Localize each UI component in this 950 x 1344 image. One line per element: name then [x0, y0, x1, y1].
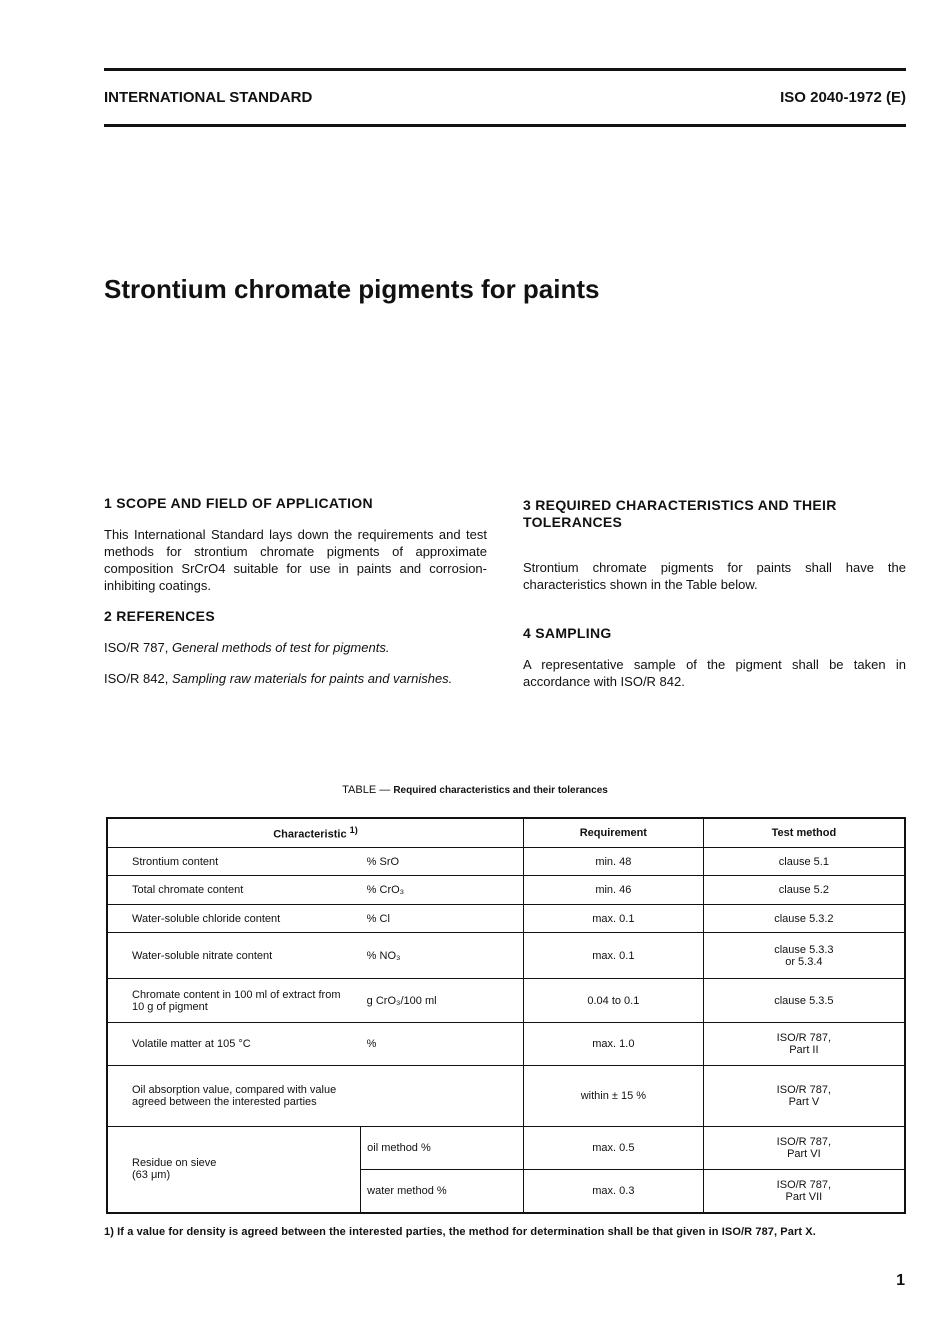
- cell-unit: g CrO₃/100 ml: [361, 979, 524, 1023]
- footnote-marker: 1): [349, 825, 358, 836]
- table-row: [107, 979, 905, 1023]
- footnote: 1) If a value for density is agreed between the interested parties, the method for determination shall be that given in ISO/R 787, Part X.: [104, 1226, 816, 1238]
- cell-test-method: clause 5.3.3 or 5.3.4: [703, 933, 905, 979]
- section-1-heading: 1 SCOPE AND FIELD OF APPLICATION: [104, 495, 373, 511]
- reference-2: [104, 670, 487, 687]
- header-right: ISO 2040-1972 (E): [780, 89, 906, 106]
- table-row: [107, 1023, 905, 1066]
- cell-unit: % CrO₃: [361, 876, 524, 905]
- cell-unit: % NO₃: [361, 933, 524, 979]
- ref-title: General methods of test for pigments.: [171, 640, 390, 655]
- top-rule: [104, 68, 906, 71]
- table-row: [107, 1127, 905, 1170]
- cell-test-method: clause 5.2: [703, 876, 905, 905]
- section-2-heading: 2 REFERENCES: [104, 608, 215, 624]
- cell-characteristic: Chromate content in 100 ml of extract from 10 g of pigment: [107, 979, 361, 1023]
- cell-requirement: within ± 15 %: [523, 1066, 703, 1127]
- page-number: 1: [896, 1272, 905, 1289]
- cell-characteristic: Residue on sieve (63 μm): [107, 1127, 361, 1213]
- cell-unit: [361, 1066, 524, 1127]
- section-3-body: Strontium chromate pigments for paints shall have the characteristics shown in the Table below.: [523, 560, 906, 592]
- cell-requirement: max. 1.0: [523, 1023, 703, 1066]
- cell-unit: water method %: [361, 1170, 524, 1213]
- cell-test-method: clause 5.3.5: [703, 979, 905, 1023]
- header-test-method: Test method: [703, 818, 905, 848]
- caption-prefix: TABLE —: [342, 784, 391, 796]
- cell-requirement: max. 0.3: [523, 1170, 703, 1213]
- cell-characteristic: Oil absorption value, compared with value agreed between the interested parties: [107, 1066, 361, 1127]
- header-label: Characteristic: [273, 828, 347, 841]
- caption-text: Required characteristics and their tolerances: [393, 785, 608, 796]
- cell-requirement: min. 48: [523, 848, 703, 876]
- ref-code: ISO/R 787,: [104, 640, 169, 655]
- header-requirement: Requirement: [523, 818, 703, 848]
- cell-test-method: clause 5.1: [703, 848, 905, 876]
- table-row: [107, 876, 905, 905]
- table-row: [107, 1066, 905, 1127]
- table-row: [107, 848, 905, 876]
- cell-characteristic: Water-soluble chloride content: [107, 905, 361, 933]
- reference-1: [104, 639, 487, 656]
- page-title: Strontium chromate pigments for paints: [104, 274, 600, 304]
- cell-characteristic: Volatile matter at 105 °C: [107, 1023, 361, 1066]
- cell-test-method: ISO/R 787, Part II: [703, 1023, 905, 1066]
- ref-title: Sampling raw materials for paints and varnishes.: [171, 671, 453, 686]
- header-characteristic: [107, 818, 523, 848]
- cell-unit: % Cl: [361, 905, 524, 933]
- section-3-heading: 3 REQUIRED CHARACTERISTICS AND THEIR TOLERANCES: [523, 497, 837, 530]
- cell-test-method: ISO/R 787, Part VI: [703, 1127, 905, 1170]
- cell-unit: %: [361, 1023, 524, 1066]
- cell-characteristic: Water-soluble nitrate content: [107, 933, 361, 979]
- header-left: INTERNATIONAL STANDARD: [104, 89, 313, 106]
- table-row: [107, 905, 905, 933]
- section-4-heading: 4 SAMPLING: [523, 625, 612, 641]
- cell-test-method: clause 5.3.2: [703, 905, 905, 933]
- cell-characteristic: Total chromate content: [107, 876, 361, 905]
- table-caption: [0, 784, 950, 796]
- characteristics-table: [106, 817, 906, 1214]
- table-row: [107, 933, 905, 979]
- cell-requirement: max. 0.1: [523, 905, 703, 933]
- ref-code: ISO/R 842,: [104, 671, 169, 686]
- cell-characteristic: Strontium content: [107, 848, 361, 876]
- table-header-row: [107, 818, 905, 848]
- cell-requirement: min. 46: [523, 876, 703, 905]
- section-4-body: A representative sample of the pigment shall be taken in accordance with ISO/R 842.: [523, 657, 906, 689]
- header-rule: [104, 124, 906, 127]
- section-1-body: This International Standard lays down the requirements and test methods for strontium chromate pigments of approximate composition SrCrO4 suitable for use in paints and corrosion-inhibiting coatings.: [104, 527, 487, 593]
- cell-requirement: max. 0.5: [523, 1127, 703, 1170]
- left-column: [104, 495, 487, 701]
- cell-test-method: ISO/R 787, Part V: [703, 1066, 905, 1127]
- cell-unit: oil method %: [361, 1127, 524, 1170]
- cell-requirement: max. 0.1: [523, 933, 703, 979]
- cell-test-method: ISO/R 787, Part VII: [703, 1170, 905, 1213]
- right-column: [523, 497, 906, 704]
- cell-requirement: 0.04 to 0.1: [523, 979, 703, 1023]
- cell-unit: % SrO: [361, 848, 524, 876]
